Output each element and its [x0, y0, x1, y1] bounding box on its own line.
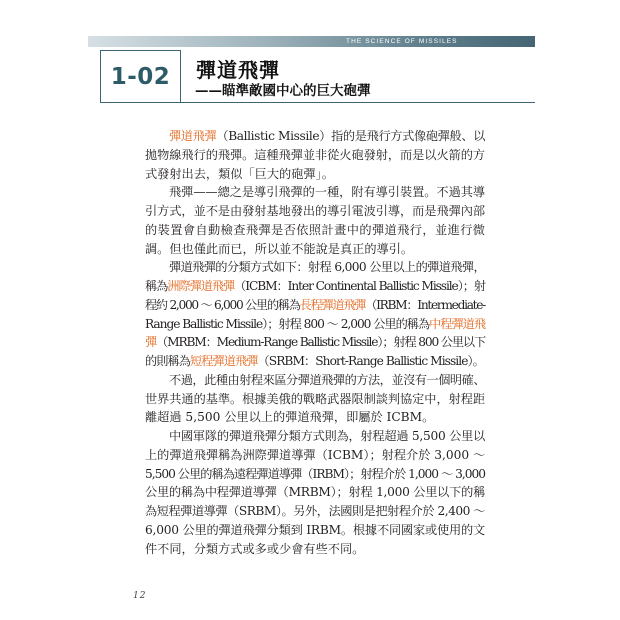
text-line [145, 315, 485, 334]
header-bar [88, 36, 535, 47]
text-run: Range Ballistic Missile）；射程 800 ～ 2,000 公里的稱為 [145, 316, 430, 331]
paragraph [145, 258, 485, 371]
series-title: THE SCIENCE OF MISSILES [346, 38, 458, 45]
text-run: 式發射出去，類似「巨大的砲彈」。 [145, 166, 334, 181]
paragraph [145, 127, 485, 183]
text-line [145, 165, 485, 184]
highlighted-term: 彈道飛彈 [169, 129, 217, 143]
highlighted-term: 短程彈道飛彈 [190, 354, 258, 368]
section-number-box [100, 50, 181, 103]
text-run: 拋物線飛行的飛彈。這種飛彈並非從火砲發射，而是以火箭的方 [145, 147, 485, 162]
text-line [145, 502, 485, 521]
text-line [145, 390, 485, 409]
text-run: 飛彈——總之是導引飛彈的一種，附有導引裝置。不過其導 [169, 185, 485, 200]
text-line [145, 333, 485, 352]
text-line [145, 146, 485, 165]
text-run: 6,000 公里的彈道飛彈分類到 IRBM。根據不同國家或使用的文 [145, 522, 485, 537]
text-line [145, 371, 485, 390]
text-run: （ICBM：Inter Continental Ballistic Missile）；射 [234, 279, 485, 293]
text-run: 上的彈道飛彈稱為洲際彈道導彈（ICBM）；射程介於 3,000 ～ [145, 447, 486, 462]
text-run: 引方式，並不是由發射基地發出的導引電波引導，而是飛彈內部 [145, 204, 485, 218]
text-run: 程約 2,000 ～ 6,000 公里的稱為 [145, 297, 300, 312]
text-run: 5,500 公里的稱為遠程彈道導彈（IRBM）；射程介於 1,000 ～ 3,000 [145, 466, 485, 481]
text-line [145, 277, 485, 296]
section-number: 1-02 [110, 63, 171, 90]
text-line [145, 127, 485, 146]
text-run: 為短程彈道導彈（SRBM）。另外，法國則是把射程介於 2,400 ～ [145, 504, 485, 518]
text-line [145, 240, 485, 259]
page-subtitle: ——瞄準敵國中心的巨大砲彈 [195, 83, 371, 99]
text-run: 離超過 5,500 公里以上的彈道飛彈，即屬於 ICBM。 [145, 410, 435, 425]
text-run: 公里的稱為中程彈道導彈（MRBM）；射程 1,000 公里以下的稱 [145, 485, 485, 500]
page-number: 12 [133, 591, 147, 601]
title-divider [180, 102, 535, 104]
text-run: 中國軍隊的彈道飛彈分類方式則為，射程超過 5,500 公里以 [169, 429, 485, 443]
highlighted-term: 長程彈道飛彈 [299, 297, 366, 312]
text-run: 件不同，分類方式或多或少會有些不同。 [145, 541, 365, 556]
text-line [145, 446, 485, 465]
text-line [145, 296, 485, 315]
text-line [145, 427, 485, 446]
text-run: 世界共通的基準。根據美俄的戰略武器限制談判協定中，射程距 [145, 391, 485, 406]
paragraph [145, 371, 485, 427]
text-line [145, 258, 485, 277]
paragraph [145, 183, 485, 258]
text-line [145, 540, 485, 559]
text-run: 稱為 [145, 279, 168, 293]
text-run: 的裝置會自動檢查飛彈是否依照計畫中的彈道飛行，並進行微 [145, 222, 485, 237]
paragraph [145, 427, 485, 558]
body-text [145, 127, 485, 558]
highlighted-term: 彈 [145, 335, 157, 350]
text-line [145, 408, 485, 427]
text-line [145, 183, 485, 202]
text-run: （Ballistic Missile）指的是飛行方式像砲彈般、以 [216, 129, 485, 143]
text-run: 不過，此種由射程來區分彈道飛彈的方法，並沒有一個明確、 [169, 372, 485, 387]
highlighted-term: 中程彈道飛 [429, 316, 485, 331]
text-run: （SRBM：Short-Range Ballistic Missile）。 [257, 354, 484, 368]
highlighted-term: 洲際彈道飛彈 [167, 279, 235, 293]
text-line [145, 202, 485, 221]
text-run: 調。但也僅此而已，所以並不能說是真正的導引。 [145, 241, 414, 256]
text-run: （MRBM：Medium-Range Ballistic Missile）；射程 800 公里以下 [156, 335, 485, 350]
text-line [145, 352, 485, 371]
text-line [145, 521, 485, 540]
text-run: （IRBM：Intermediate- [365, 297, 485, 312]
text-line [145, 483, 485, 502]
text-line [145, 465, 485, 484]
text-run: 彈道飛彈的分類方式如下：射程 6,000 公里以上的彈道飛彈， [169, 260, 485, 275]
page-title: 彈道飛彈 [196, 58, 280, 82]
text-line [145, 221, 485, 240]
text-run: 的則稱為 [145, 354, 191, 368]
